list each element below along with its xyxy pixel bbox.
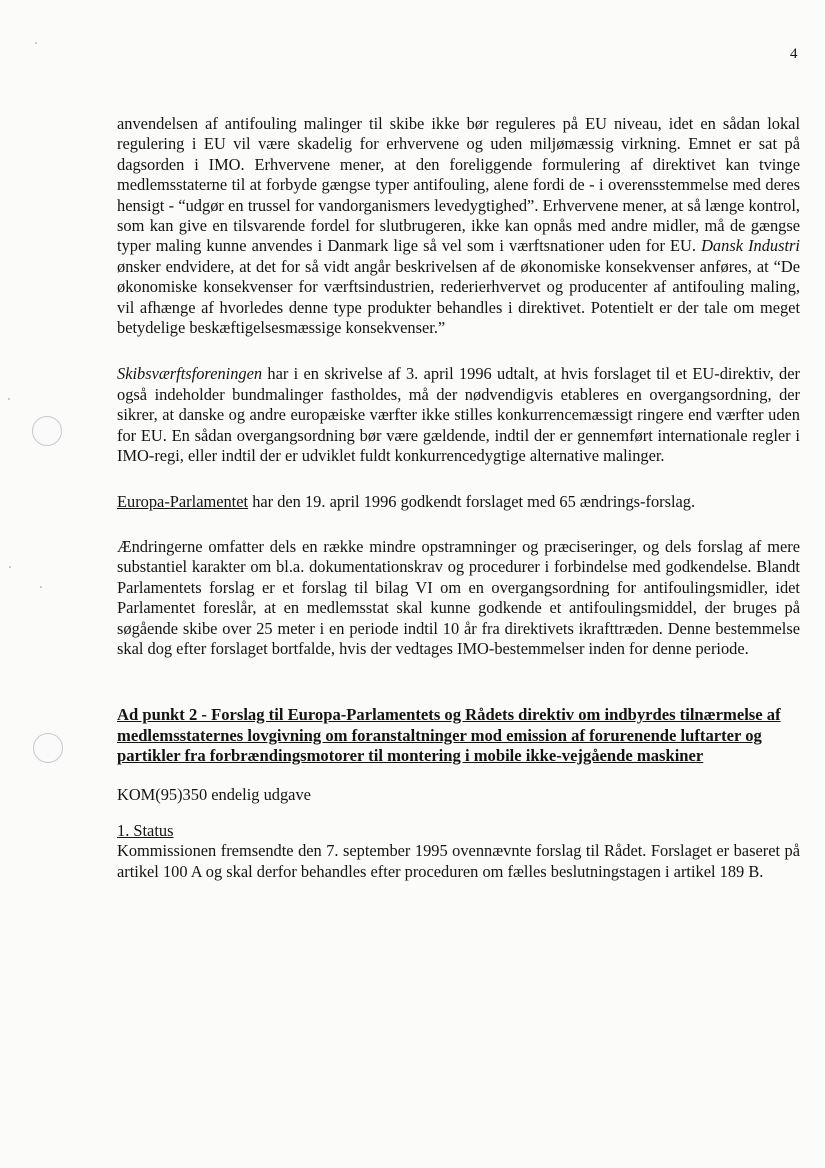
paragraph-text: har den 19. april 1996 godkendt forslaget med 65 ændrings-forslag. (252, 491, 696, 511)
organisation-name: Skibsværftsforeningen (117, 364, 263, 384)
paragraph-status: Kommissionen fremsendte den 7. september 1995 ovennævnte forslag til Rådet. Forslaget er baseret på artikel 100 A og skal derfor behandles efter proceduren om fælles beslutningstagen i artikel 189 B. (117, 841, 800, 881)
document-body (117, 114, 800, 882)
agenda-item-heading: Ad punkt 2 - Forslag til Europa-Parlamentets og Rådets direktiv om indbyrdes tilnærmelse af medlemsstaternes lovgivning om foranstaltninger mod emission af forurenende luftarter og partikler fra forbrændingsmotorer til montering i mobile ikke-vejgående maskiner (117, 705, 781, 766)
binder-hole-marking (32, 416, 62, 446)
paragraph-text: Ændringerne omfatter dels en række mindre opstramninger og præciseringer, og dels forslag af mere substantiel karakter om bl.a. dokumentationskrav og procedurer i forbindelse med godkendelse. Blandt Parlamentets forslag er et forslag til bilag VI om en overgangsordning for antifoulingsmidler, idet Parlamentet foreslår, at en medlemsstat skal kunne godkende et antifoulingsmiddel, der bruges på søgående skibe over 25 meter i en periode indtil 10 år fra direktivets ikrafttræden. Denne bestemmelse skal dog efter forslaget bortfalde, hvis der vedtages IMO-bestemmelser inden for denne periode. (117, 536, 800, 658)
paragraph-text: ønsker endvidere, at det for så vidt angår beskrivelsen af de økonomiske konsekvenser anføres, at “De økonomiske konsekvenser for værftsindustrien, rederierhvervet og producenter af antifouling maling, vil afhænge af hvorledes denne type produkter behandles i direktivet. Potentielt er der tale om meget betydelige beskæftigelsesmæssige konsekvenser.” (117, 256, 800, 338)
scan-speck (40, 586, 42, 588)
scan-speck (9, 566, 11, 568)
organisation-name: Dansk Industri (701, 236, 800, 256)
binder-hole-marking (33, 733, 63, 763)
paragraph-text: har i en skrivelse af 3. april 1996 udtalt, at hvis forslaget til et EU-direktiv, der også indeholder bundmalinger fastholdes, må der nødvendigvis etableres en overgangsordning, der sikrer, at danske og andre europæiske værfter ikke stilles konkurrencemæssigt ringere end værfter uden for EU. En sådan overgangsordning bør være gældende, indtil der er gennemført internationale regler i IMO-regi, eller indtil der er udviklet fuldt konkurrencedygtige alternative malinger. (117, 364, 800, 466)
organisation-name: Europa-Parlamentet (117, 491, 249, 511)
paragraph-shipyard-association (117, 364, 800, 466)
paragraph-european-parliament (117, 492, 800, 512)
scan-speck (35, 42, 37, 44)
scan-speck (8, 398, 10, 400)
paragraph-amendments (117, 537, 800, 659)
section-heading-status: 1. Status (117, 820, 174, 840)
document-reference: KOM(95)350 endelig udgave (117, 784, 311, 804)
paragraph-text: anvendelsen af antifouling malinger til skibe ikke bør reguleres på EU niveau, idet en sådan lokal regulering i EU vil være skadelig for erhvervene og uden miljømæssig virkning. Emnet er sat på dagsorden i IMO. Erhvervene mener, at den foreliggende formulering af direktivet kan tvinge medlemsstaterne til at forbyde gængse typer antifouling, alene fordi de - i overensstemmelse med deres hensigt - “udgør en trussel for vandorganismers levedygtighed”. Erhvervene mener, at så længe kontrol, som kan give en tilsvarende fordel for slutbrugeren, ikke kan opnås med andre midler, må de gængse typer maling kunne anvendes i Danmark lige så vel som i værftsnationer uden for EU. (117, 114, 800, 256)
page-number: 4 (790, 46, 798, 62)
paragraph-industry-views (117, 114, 800, 338)
